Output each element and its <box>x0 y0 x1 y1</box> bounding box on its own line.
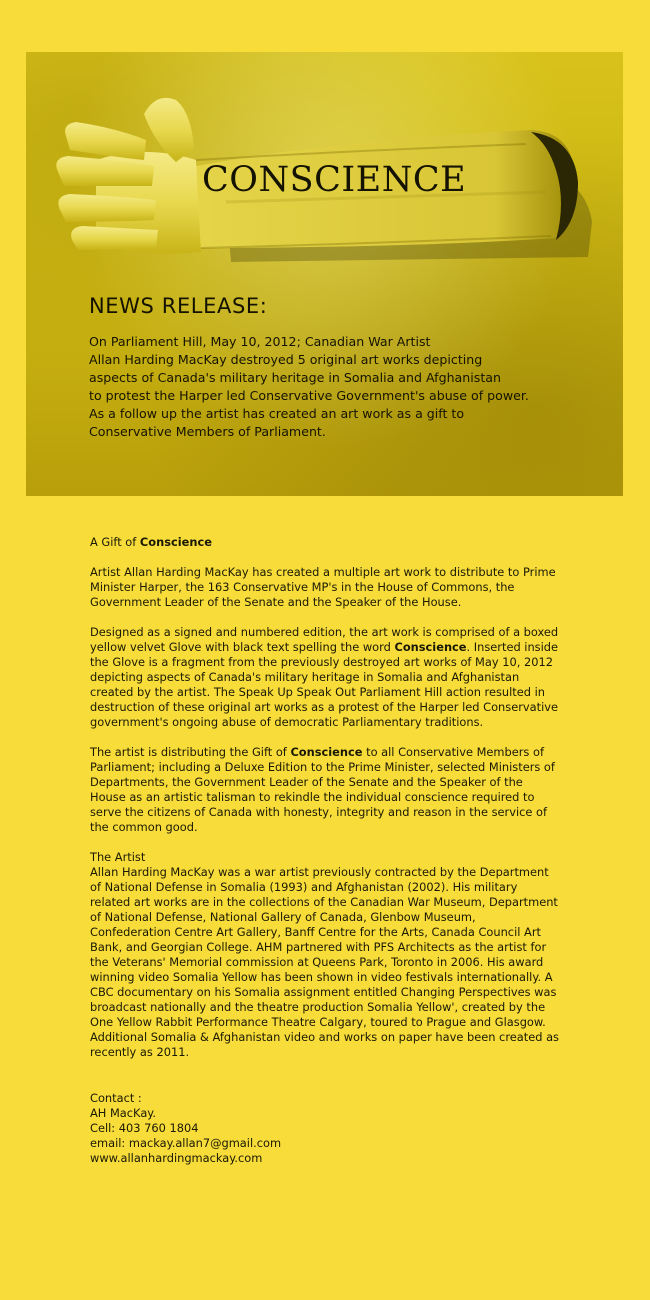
para2-before: Designed as a signed and numbered edition, the art work is comprised of a boxed yellow velvet Glove with black text spelling the word <box>90 625 559 654</box>
artist-section <box>90 850 560 1060</box>
artist-label: The Artist <box>90 850 146 864</box>
contact-email[interactable]: email: mackay.allan7@gmail.com <box>90 1136 282 1150</box>
release-line: Allan Harding MacKay destroyed 5 original art works depicting <box>89 352 483 367</box>
hero-banner <box>26 52 623 496</box>
artist-bio: Allan Harding MacKay was a war artist previously contracted by the Department of National Defense in Somalia (1993) and Afghanistan (2002). His military related art works are in the collections of the Canadian War Museum, Department of National Defense, National Gallery of Canada, Glenbow Museum, Confederation Centre Art Gallery, Banff Centre for the Arts, Canada Council Art Bank, and Georgian College. AHM partnered with PFS Architects as the artist for the Veterans' Memorial commission at Queens Park, Toronto in 2006. His award winning video Somalia Yellow has been shown in video festivals internationally. A CBC documentary on his Somalia assignment entitled Changing Perspectives was broadcast nationally and the theatre production Somalia Yellow', created by the One Yellow Rabbit Performance Theatre Calgary, toured to Prague and Glasgow. Additional Somalia & Afghanistan video and works on paper have been created as recently as 2011. <box>90 865 559 1059</box>
gift-heading <box>90 535 560 550</box>
gift-heading-prefix: A Gift of <box>90 535 140 549</box>
release-line: Conservative Members of Parliament. <box>89 424 326 439</box>
para2-after: . Inserted inside the Glove is a fragment from the previously destroyed art works of May 10, 2012 depicting aspects of Canada's military heritage in Somalia and Afghanistan created by the artist. The Speak Up Speak Out Parliament Hill action resulted in destruction of these original art works as a protest of the Harper led Conservative government's ongoing abuse of democratic Parliamentary traditions. <box>90 640 559 729</box>
release-line: aspects of Canada's military heritage in Somalia and Afghanistan <box>89 370 501 385</box>
gift-paragraph-3 <box>90 745 560 835</box>
news-release-body <box>89 333 619 441</box>
hero-image-title: CONSCIENCE <box>202 160 467 200</box>
gift-paragraph-1: Artist Allan Harding MacKay has created a multiple art work to distribute to Prime Minister Harper, the 163 Conservative MP's in the House of Commons, the Government Leader of the Senate and the Speaker of the House. <box>90 565 556 609</box>
para3-before: The artist is distributing the Gift of <box>90 745 291 759</box>
contact-block <box>90 1091 560 1166</box>
contact-label: Contact : <box>90 1091 142 1105</box>
para3-after: to all Conservative Members of Parliament; including a Deluxe Edition to the Prime Minister, selected Ministers of Departments, the Government Leader of the Senate and the Speaker of the House as an artistic talisman to rekindle the individual conscience required to serve the citizens of Canada with honesty, integrity and reason in the service of the common good. <box>90 745 555 834</box>
contact-cell: Cell: 403 760 1804 <box>90 1121 199 1135</box>
article-body <box>90 535 560 1166</box>
gift-paragraph-2 <box>90 625 560 730</box>
gift-heading-bold: Conscience <box>139 535 212 549</box>
release-line: to protest the Harper led Conservative Government's abuse of power. <box>89 388 529 403</box>
para2-bold: Conscience <box>394 640 467 654</box>
release-line: On Parliament Hill, May 10, 2012; Canadian War Artist <box>89 334 431 349</box>
release-line: As a follow up the artist has created an art work as a gift to <box>89 406 465 421</box>
para3-bold: Conscience <box>290 745 363 759</box>
news-release-heading: NEWS RELEASE: <box>89 294 268 318</box>
contact-name: AH MacKay. <box>90 1106 157 1120</box>
contact-website[interactable]: www.allanhardingmackay.com <box>90 1151 263 1165</box>
